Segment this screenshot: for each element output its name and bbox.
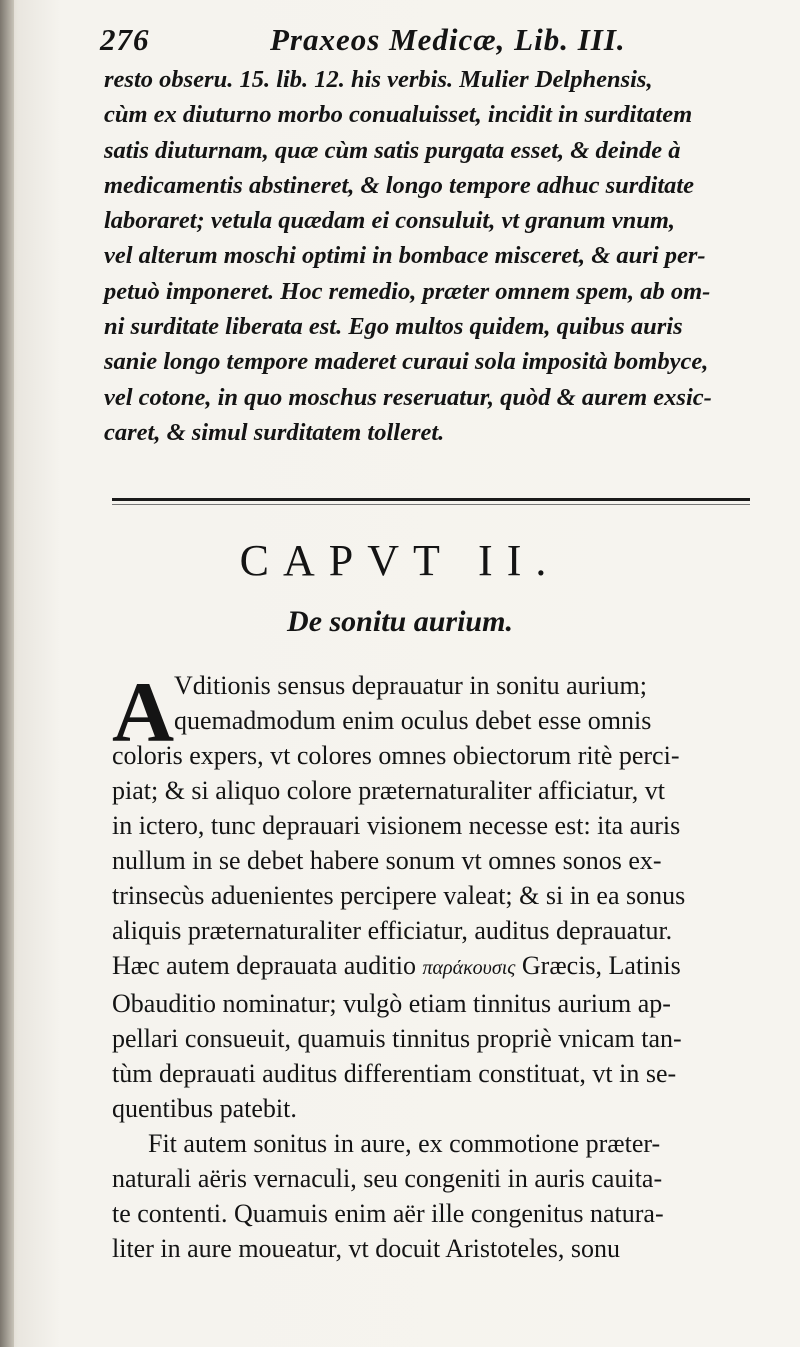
text-line: petuò imponeret. Hoc remedio, præter omnem spem, ab om- bbox=[104, 277, 711, 305]
text-line: caret, & simul surditatem tolleret. bbox=[104, 418, 445, 446]
running-header bbox=[100, 14, 770, 64]
text-line: aliquis præternaturaliter efficiatur, auditus deprauatur. bbox=[112, 916, 673, 945]
text-line bbox=[112, 948, 772, 986]
text-line: Vditionis sensus deprauatur in sonitu aurium; bbox=[174, 671, 648, 700]
chapter-heading: CAPVT II. bbox=[239, 536, 561, 585]
text-line: vel alterum moschi optimi in bombace misceret, & auri per- bbox=[104, 242, 706, 270]
text-line: Obauditio nominatur; vulgò etiam tinnitus aurium ap- bbox=[112, 989, 671, 1018]
text-line: ni surditate liberata est. Ego multos quidem, quibus auris bbox=[104, 313, 683, 341]
text-line: piat; & si aliquo colore præternaturaliter afficiatur, vt bbox=[112, 776, 665, 805]
italic-passage bbox=[104, 62, 770, 450]
chapter-subtitle: De sonitu aurium. bbox=[287, 605, 513, 638]
text-line: liter in aure moueatur, vt docuit Aristoteles, sonu bbox=[112, 1234, 621, 1263]
text-line: te contenti. Quamuis enim aër ille congenitus natura- bbox=[112, 1199, 664, 1228]
text-line: resto obseru. 15. lib. 12. his verbis. Mulier Delphensis, bbox=[104, 66, 653, 93]
text-line: nullum in se debet habere sonum vt omnes sonos ex- bbox=[112, 846, 662, 875]
text-line: satis diuturnam, quæ cùm satis purgata esset, & deinde à bbox=[104, 136, 681, 164]
text-segment: Hæc autem deprauata auditio bbox=[112, 951, 423, 980]
text-line: laboraret; vetula quædam ei consuluit, vt granum vnum, bbox=[104, 207, 676, 235]
text-line: cùm ex diuturno morbo conualuisset, incidit in surditatem bbox=[104, 101, 693, 129]
text-line: Fit autem sonitus in aure, ex commotione præter- bbox=[148, 1129, 661, 1158]
text-line: naturali aëris vernaculi, seu congeniti in auris cauita- bbox=[112, 1164, 663, 1193]
greek-word: παράκουσις bbox=[422, 957, 516, 979]
section-divider-thin bbox=[112, 504, 750, 505]
text-segment: Græcis, Latinis bbox=[515, 951, 681, 980]
text-line: trinsecùs aduenientes percipere valeat; & si in ea sonus bbox=[112, 881, 686, 910]
text-line: coloris expers, vt colores omnes obiectorum ritè perci- bbox=[112, 741, 680, 770]
page-gutter bbox=[0, 0, 14, 1347]
section-divider bbox=[112, 498, 750, 501]
text-line: quemadmodum enim oculus debet esse omnis bbox=[174, 706, 652, 735]
text-line: medicamentis abstineret, & longo tempore adhuc surditate bbox=[104, 171, 695, 199]
text-line: pellari consueuit, quamuis tinnitus propriè vnicam tan- bbox=[112, 1024, 682, 1053]
body-text bbox=[112, 664, 772, 1266]
page-number: 276 bbox=[100, 22, 150, 57]
running-title: Praxeos Medicæ, Lib. III. bbox=[270, 22, 626, 57]
text-line: vel cotone, in quo moschus reseruatur, quòd & aurem exsic- bbox=[104, 383, 712, 411]
drop-cap: A bbox=[112, 664, 175, 760]
text-line: quentibus patebit. bbox=[112, 1094, 297, 1123]
text-line: sanie longo tempore maderet curaui sola imposità bombyce, bbox=[104, 348, 709, 376]
text-line: in ictero, tunc deprauari visionem necesse est: ita auris bbox=[112, 811, 681, 840]
text-line: tùm deprauati auditus differentiam constituat, vt in se- bbox=[112, 1059, 677, 1088]
